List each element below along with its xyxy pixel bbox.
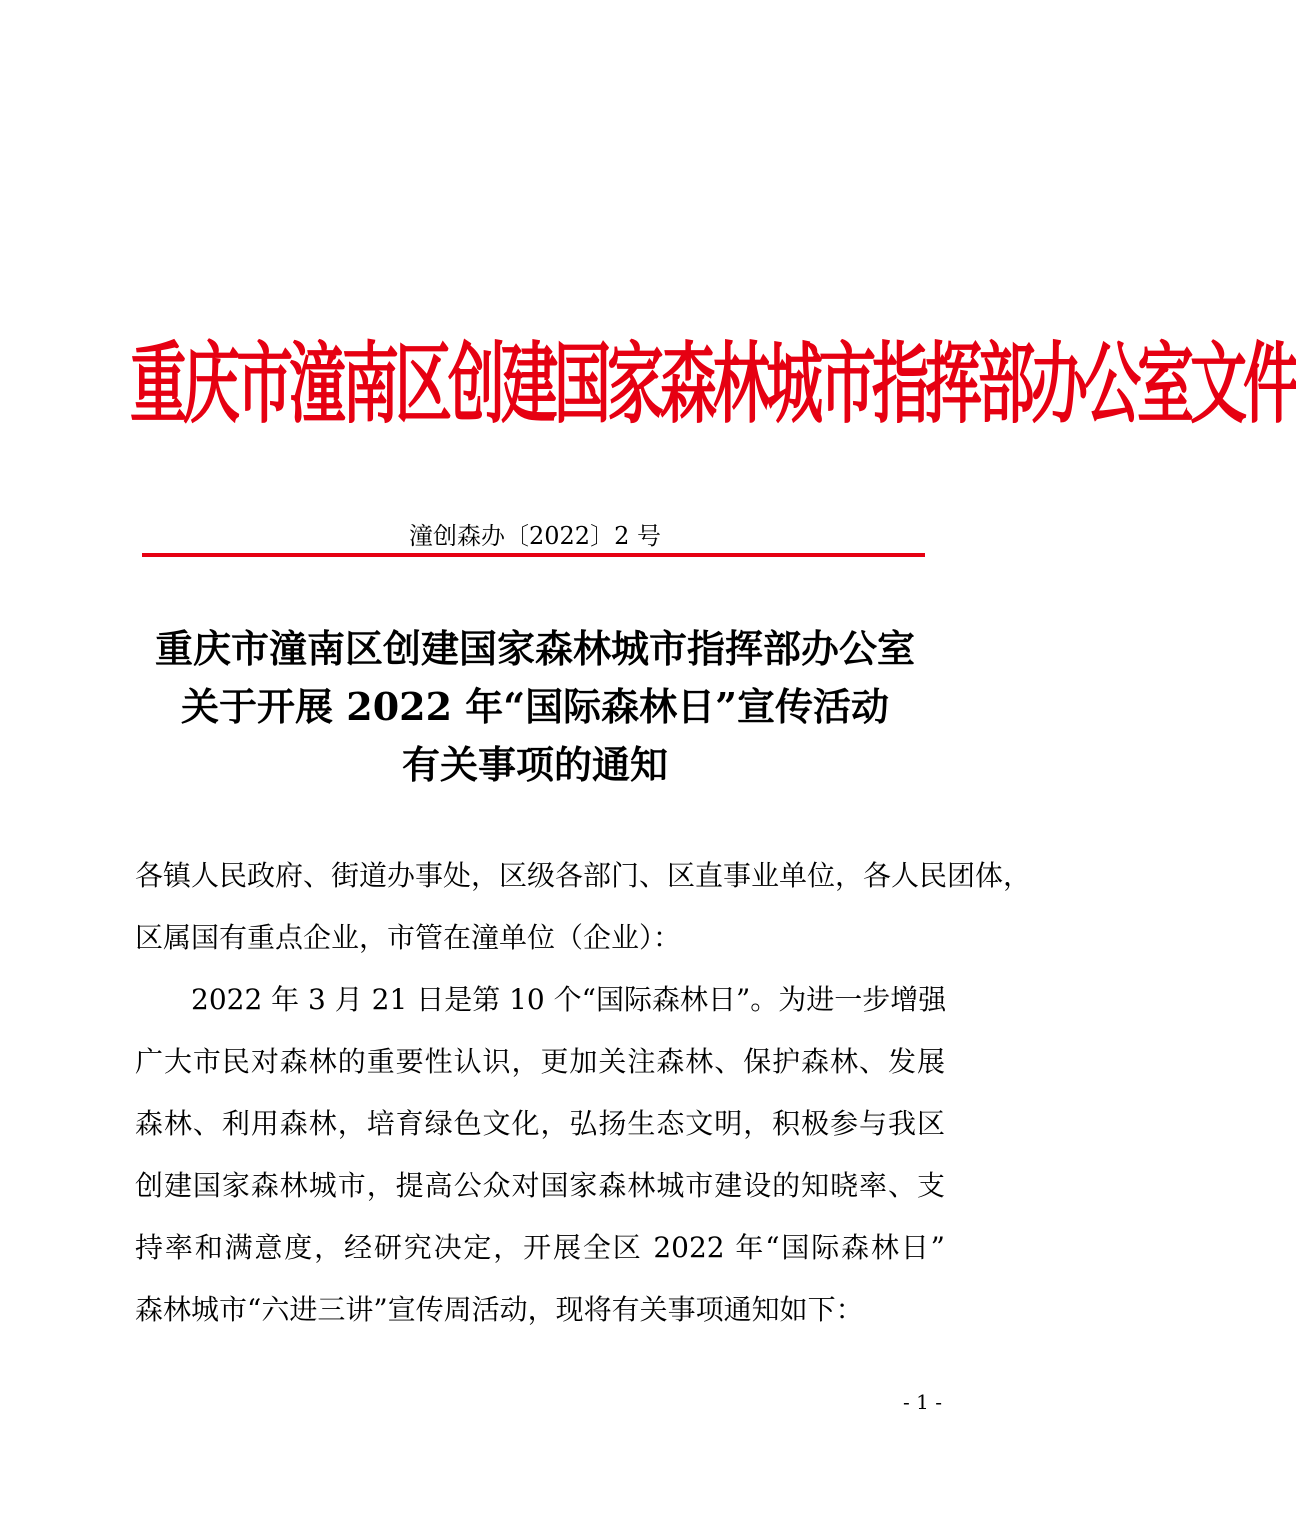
red-divider-line <box>142 553 925 557</box>
page-number: - 1 - <box>903 1390 942 1414</box>
title-line: 有关事项的通知 <box>401 742 668 787</box>
paragraph-line: 广大市民对森林的重要性认识，更加关注森林、保护森林、发展 <box>135 1045 945 1078</box>
paragraph-line: 2022 年 3 月 21 日是第 10 个“国际森林日”。为进一步增强 <box>191 983 947 1016</box>
document-number: 潼创森办〔2022〕2 号 <box>409 522 661 550</box>
title-line: 关于开展 2022 年“国际森林日”宣传活动 <box>181 684 889 729</box>
paragraph-line: 创建国家森林城市，提高公众对国家森林城市建设的知晓率、支 <box>135 1169 945 1202</box>
notice-title <box>120 620 950 794</box>
masthead-title: 重庆市潼南区创建国家森林城市指挥部办公室文件 <box>130 333 1296 437</box>
title-line: 重庆市潼南区创建国家森林城市指挥部办公室 <box>154 626 915 671</box>
notice-body <box>135 845 1032 1341</box>
paragraph-line: 持率和满意度，经研究决定，开展全区 2022 年“国际森林日” <box>135 1231 945 1264</box>
addressee-line: 各镇人民政府、街道办事处，区级各部门、区直事业单位，各人民团体， <box>135 859 1032 892</box>
addressee-line: 区属国有重点企业，市管在潼单位（企业）： <box>135 921 682 954</box>
paragraph-line: 森林城市“六进三讲”宣传周活动，现将有关事项通知如下： <box>135 1293 864 1326</box>
paragraph-line: 森林、利用森林，培育绿色文化，弘扬生态文明，积极参与我区 <box>135 1107 945 1140</box>
